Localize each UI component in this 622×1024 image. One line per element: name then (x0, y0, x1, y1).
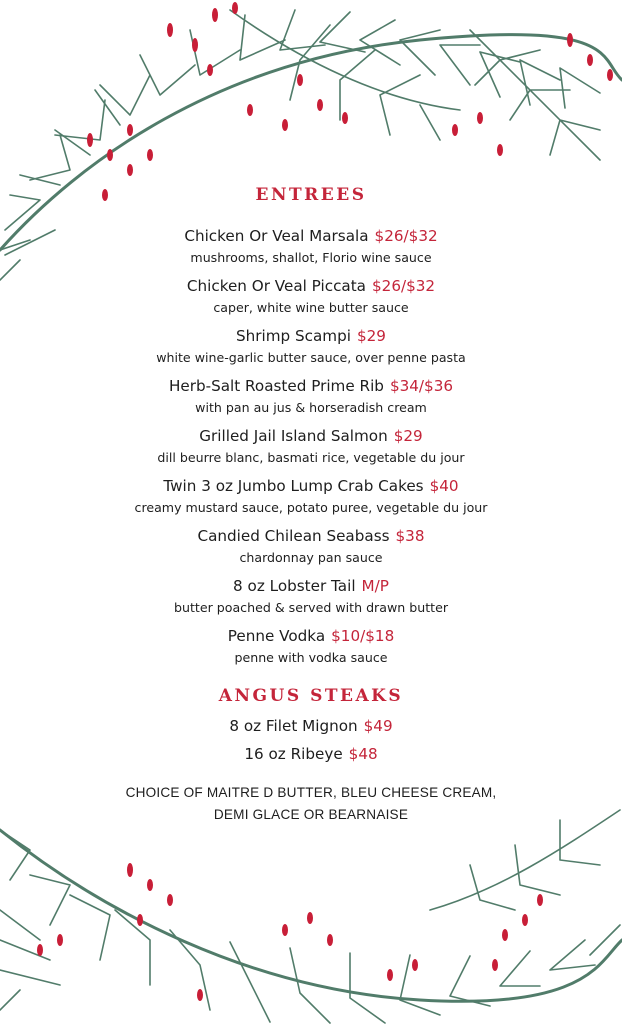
dish-price: M/P (361, 577, 389, 595)
entrees-heading: ENTREES (255, 185, 367, 205)
dish-description: mushrooms, shallot, Florio wine sauce (190, 250, 432, 265)
dish-price: $38 (395, 527, 425, 545)
dish-description: penne with vodka sauce (234, 650, 388, 665)
dish-price: $34/$36 (389, 377, 454, 395)
angus-steaks-heading: ANGUS STEAKS (218, 686, 404, 706)
dish-item (0, 474, 622, 518)
dish-name: Chicken Or Veal Marsala (184, 227, 369, 245)
dish-price: $29 (393, 427, 423, 445)
dish-description: butter poached & served with drawn butter (173, 600, 449, 615)
dish-price: $48 (348, 745, 378, 763)
steak-item (0, 740, 622, 768)
dish-price: $40 (429, 477, 459, 495)
dish-name: Grilled Jail Island Salmon (199, 427, 388, 445)
dish-description: dill beurre blanc, basmati rice, vegetable du jour (157, 450, 465, 465)
dish-item (0, 624, 622, 668)
dish-price: $49 (363, 717, 393, 735)
dish-description: with pan au jus & horseradish cream (195, 400, 427, 415)
dish-item (0, 574, 622, 618)
steak-item (0, 712, 622, 740)
dish-item (0, 324, 622, 368)
dish-name: Chicken Or Veal Piccata (186, 277, 366, 295)
dish-item (0, 524, 622, 568)
dish-item (0, 374, 622, 418)
dish-name: Penne Vodka (227, 627, 326, 645)
dish-description: white wine-garlic butter sauce, over penne pasta (156, 350, 466, 365)
dish-item (0, 424, 622, 468)
dish-name: Candied Chilean Seabass (197, 527, 390, 545)
dish-name: 16 oz Ribeye (244, 745, 343, 763)
sauce-choice-line: DEMI GLACE OR BEARNAISE (213, 807, 409, 822)
dish-item (0, 224, 622, 268)
dish-name: 8 oz Filet Mignon (229, 717, 358, 735)
dish-name: Twin 3 oz Jumbo Lump Crab Cakes (163, 477, 424, 495)
dish-description: chardonnay pan sauce (239, 550, 383, 565)
dish-description: creamy mustard sauce, potato puree, vegetable du jour (134, 500, 488, 515)
dish-name: Shrimp Scampi (236, 327, 351, 345)
dish-description: caper, white wine butter sauce (213, 300, 409, 315)
dish-name: Herb-Salt Roasted Prime Rib (168, 377, 384, 395)
sauce-choice-line: CHOICE OF MAITRE D BUTTER, BLEU CHEESE CREAM, (125, 785, 497, 800)
dish-price: $10/$18 (331, 627, 395, 645)
dish-item (0, 274, 622, 318)
menu (0, 183, 622, 826)
dish-name: 8 oz Lobster Tail (233, 577, 356, 595)
dish-price: $26/$32 (374, 227, 438, 245)
dish-price: $26/$32 (372, 277, 436, 295)
dish-price: $29 (356, 327, 386, 345)
